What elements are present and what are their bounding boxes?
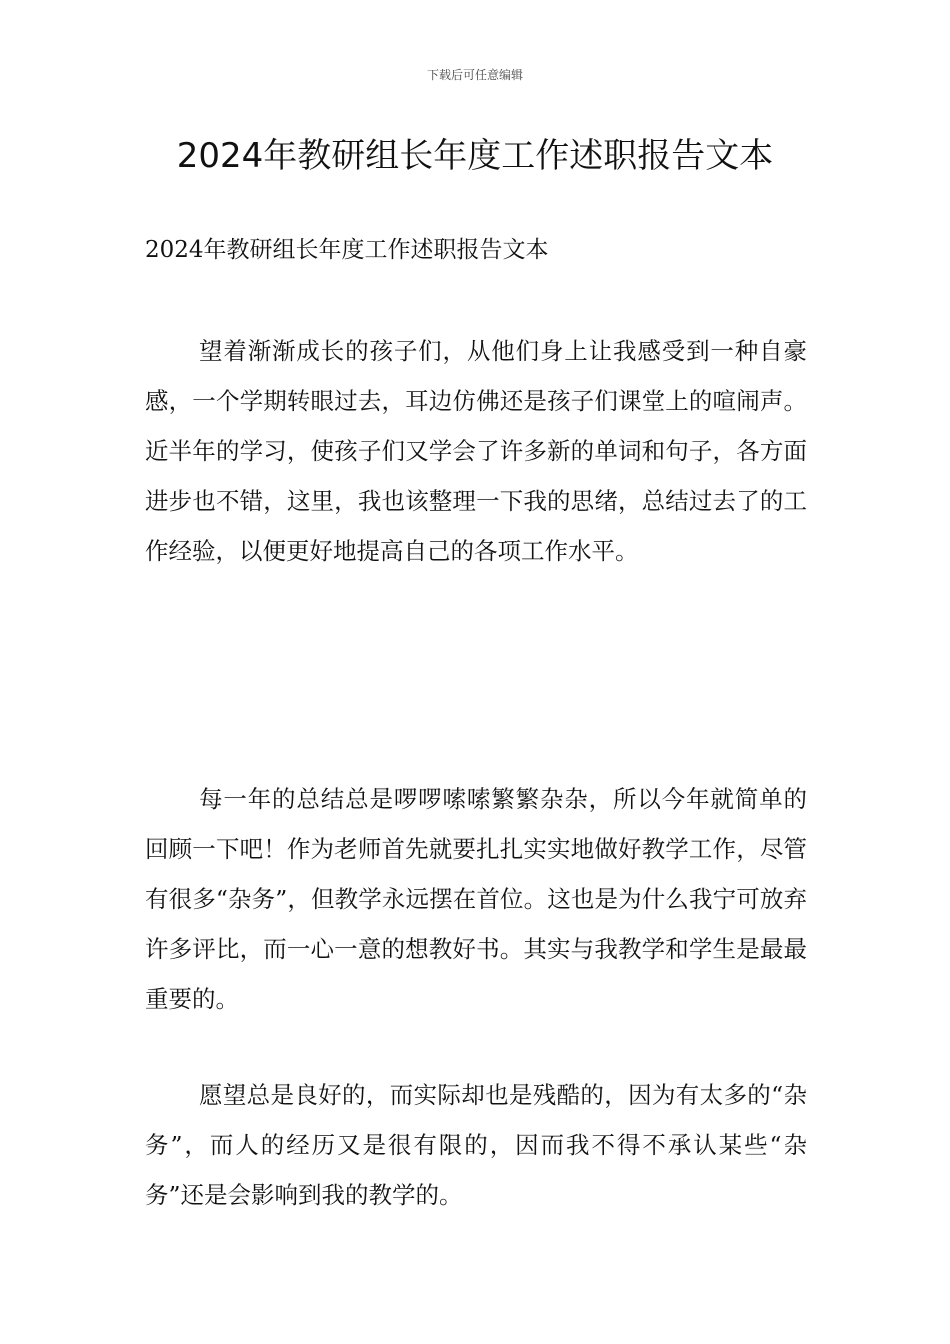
document-title: 2024年教研组长年度工作述职报告文本 — [176, 136, 774, 176]
body-paragraph: 每一年的总结总是啰啰嗦嗦繁繁杂杂，所以今年就简单的回顾一下吧！作为老师首先就要扎扎实实地做好教学工作，尽管有很多“杂务”，但教学永远摆在首位。这也是为什么我宁可放弃许多评比，而一心一意的想教好书。其实与我教学和学生是最最重要的。 — [145, 785, 807, 1013]
body-paragraph: 愿望总是良好的，而实际却也是残酷的，因为有太多的“杂务”，而人的经历又是很有限的，因而我不得不承认某些“杂务”还是会影响到我的教学的。 — [145, 1081, 807, 1209]
header-note: 下载后可任意编辑 — [426, 68, 523, 82]
body-paragraph: 望着渐渐成长的孩子们，从他们身上让我感受到一种自豪感，一个学期转眼过去，耳边仿佛还是孩子们课堂上的喧闹声。近半年的学习，使孩子们又学会了许多新的单词和句子，各方面进步也不错，这里，我也该整理一下我的思绪，总结过去了的工作经验，以便更好地提高自己的各项工作水平。 — [145, 337, 807, 565]
document-subtitle: 2024年教研组长年度工作述职报告文本 — [145, 237, 549, 263]
